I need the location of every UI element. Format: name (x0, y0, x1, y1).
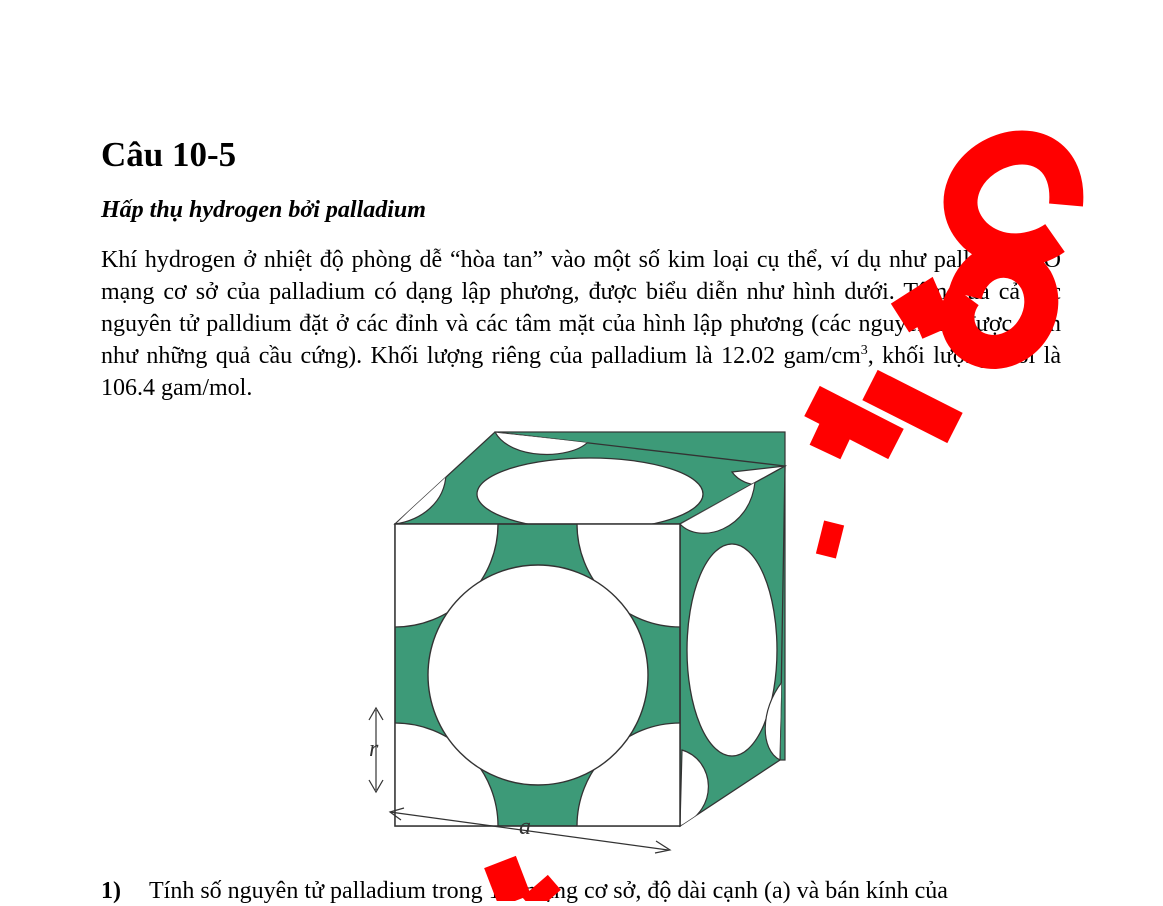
question-subtitle: Hấp thụ hydrogen bởi palladium (101, 197, 426, 223)
question-number: 1) (101, 878, 121, 904)
right-side-face (680, 466, 785, 826)
superscript-exponent: 3 (860, 343, 868, 358)
question-title: Câu 10-5 (101, 135, 237, 174)
edge-length-label: a (519, 814, 531, 840)
question-text: Tính số nguyên tử palladium trong 1 ô mạng cơ sở, độ dài cạnh (a) và bán kính của (149, 878, 948, 904)
radius-label: r (369, 736, 379, 762)
fcc-unit-cell-figure (350, 420, 830, 860)
paragraph-tail-text: , khối lượng mol là 106.4 gam/mol. (101, 343, 1061, 401)
question-1 (101, 876, 948, 906)
problem-paragraph (101, 244, 1061, 404)
radius-indicator (369, 708, 383, 792)
paragraph-main-text: Khí hydrogen ở nhiệt độ phòng dễ “hòa tan” vào một số kim loại cụ thể, ví dụ như palladium. Ô mạng cơ sở của palladium có dạng lập phương, được biểu diễn như hình dưới. Tâm của cả các nguyên tử palldium đặt ở các đỉnh và các tâm mặt của hình lập phương (các nguyên tử được xem như những quả cầu cứng). Khối lượng riêng của palladium là 12.02 gam/cm (101, 247, 1061, 369)
